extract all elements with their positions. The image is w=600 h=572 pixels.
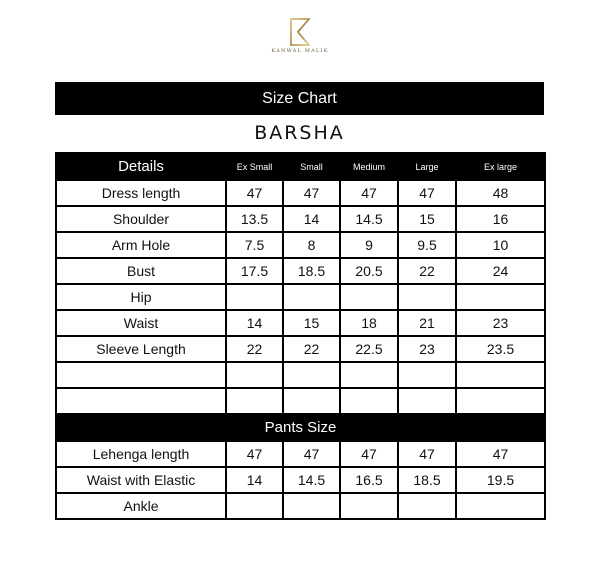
cell xyxy=(340,284,398,310)
size-chart-title: Size Chart xyxy=(55,82,544,115)
row-label: Arm Hole xyxy=(56,232,226,258)
row-label xyxy=(56,362,226,388)
cell: 16 xyxy=(456,206,545,232)
cell xyxy=(283,388,340,414)
cell xyxy=(340,362,398,388)
cell: 47 xyxy=(340,180,398,206)
cell: 13.5 xyxy=(226,206,283,232)
cell: 47 xyxy=(398,441,456,467)
cell: 47 xyxy=(283,441,340,467)
row-label: Dress length xyxy=(56,180,226,206)
table-row-empty xyxy=(56,362,545,388)
cell xyxy=(283,493,340,519)
table-row-dress-length xyxy=(56,180,545,206)
pants-size-section-header xyxy=(56,414,545,441)
cell xyxy=(340,493,398,519)
header-ex-large: Ex large xyxy=(456,153,545,180)
cell: 14.5 xyxy=(340,206,398,232)
row-label: Shoulder xyxy=(56,206,226,232)
cell: 16.5 xyxy=(340,467,398,493)
cell: 24 xyxy=(456,258,545,284)
cell: 22.5 xyxy=(340,336,398,362)
table-row-empty xyxy=(56,388,545,414)
cell: 47 xyxy=(283,180,340,206)
row-label: Sleeve Length xyxy=(56,336,226,362)
row-label xyxy=(56,388,226,414)
table-row-hip xyxy=(56,284,545,310)
product-name: BARSHA xyxy=(254,122,345,144)
cell: 8 xyxy=(283,232,340,258)
cell xyxy=(398,493,456,519)
cell: 14 xyxy=(226,467,283,493)
cell xyxy=(226,284,283,310)
cell: 21 xyxy=(398,310,456,336)
header-details: Details xyxy=(56,153,226,180)
cell: 15 xyxy=(398,206,456,232)
cell: 18 xyxy=(340,310,398,336)
cell: 22 xyxy=(283,336,340,362)
table-row-sleeve-length xyxy=(56,336,545,362)
cell: 18.5 xyxy=(283,258,340,284)
cell xyxy=(226,388,283,414)
cell: 15 xyxy=(283,310,340,336)
cell: 47 xyxy=(226,180,283,206)
header-row xyxy=(56,153,545,180)
cell: 20.5 xyxy=(340,258,398,284)
cell xyxy=(226,362,283,388)
cell: 48 xyxy=(456,180,545,206)
cell: 22 xyxy=(398,258,456,284)
cell: 10 xyxy=(456,232,545,258)
cell: 47 xyxy=(456,441,545,467)
cell xyxy=(340,388,398,414)
row-label: Waist xyxy=(56,310,226,336)
table-row-bust xyxy=(56,258,545,284)
cell: 18.5 xyxy=(398,467,456,493)
cell xyxy=(398,388,456,414)
cell xyxy=(398,284,456,310)
table-row-lehenga-length xyxy=(56,441,545,467)
brand-logo xyxy=(270,18,330,66)
cell: 9 xyxy=(340,232,398,258)
cell xyxy=(456,362,545,388)
row-label: Lehenga length xyxy=(56,441,226,467)
cell xyxy=(456,493,545,519)
cell: 9.5 xyxy=(398,232,456,258)
cell xyxy=(456,388,545,414)
cell: 47 xyxy=(398,180,456,206)
cell: 17.5 xyxy=(226,258,283,284)
header-small: Small xyxy=(283,153,340,180)
pants-size-title: Pants Size xyxy=(56,414,545,441)
cell xyxy=(456,284,545,310)
table-row-waist xyxy=(56,310,545,336)
row-label: Hip xyxy=(56,284,226,310)
table-row-ankle xyxy=(56,493,545,519)
cell xyxy=(283,362,340,388)
cell: 47 xyxy=(226,441,283,467)
table-row-waist-with-elastic xyxy=(56,467,545,493)
table-row-arm-hole xyxy=(56,232,545,258)
row-label: Bust xyxy=(56,258,226,284)
cell: 47 xyxy=(340,441,398,467)
k-monogram-logo-icon xyxy=(289,18,311,46)
header-large: Large xyxy=(398,153,456,180)
cell xyxy=(283,284,340,310)
cell: 22 xyxy=(226,336,283,362)
cell: 23 xyxy=(398,336,456,362)
brand-name: KANWAL MALIK xyxy=(271,48,329,54)
cell: 23 xyxy=(456,310,545,336)
cell xyxy=(226,493,283,519)
cell: 19.5 xyxy=(456,467,545,493)
table-row-shoulder xyxy=(56,206,545,232)
size-chart-table xyxy=(55,152,546,520)
cell: 23.5 xyxy=(456,336,545,362)
cell: 14.5 xyxy=(283,467,340,493)
row-label: Ankle xyxy=(56,493,226,519)
cell: 14 xyxy=(283,206,340,232)
header-medium: Medium xyxy=(340,153,398,180)
cell: 7.5 xyxy=(226,232,283,258)
header-ex-small: Ex Small xyxy=(226,153,283,180)
cell xyxy=(398,362,456,388)
row-label: Waist with Elastic xyxy=(56,467,226,493)
cell: 14 xyxy=(226,310,283,336)
